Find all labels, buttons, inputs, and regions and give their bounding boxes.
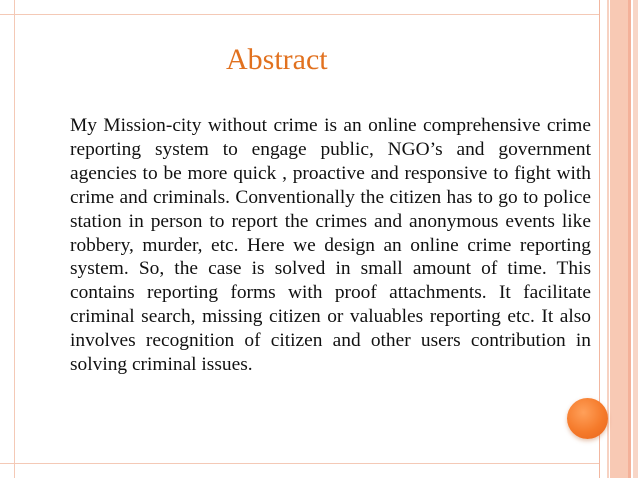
frame-line-top [0,14,600,15]
slide-title: Abstract [226,43,328,76]
frame-line-left [14,0,15,478]
decorative-stripe [610,0,628,478]
abstract-paragraph: My Mission-city without crime is an online comprehensive crime reporting system to engage public, NGO’s and government agencies to be more quick , proactive and responsive to fight with crime and criminals. Conventionally the citizen has to go to police station in person to report the crimes and anonymous events like robbery, murder, etc. Here we design an online crime reporting system. So, the case is solved in small amount of time. This contains reporting forms with proof attachments. It facilitate criminal search, missing citizen or valuables reporting etc. It also involves recognition of citizen and other users contribution in solving criminal issues. [70,115,591,376]
decorative-stripe [628,0,631,478]
frame-line-bottom [0,463,600,464]
decorative-stripe [633,0,638,478]
decorative-stripe [607,0,609,478]
orange-circle-decoration [567,398,608,439]
